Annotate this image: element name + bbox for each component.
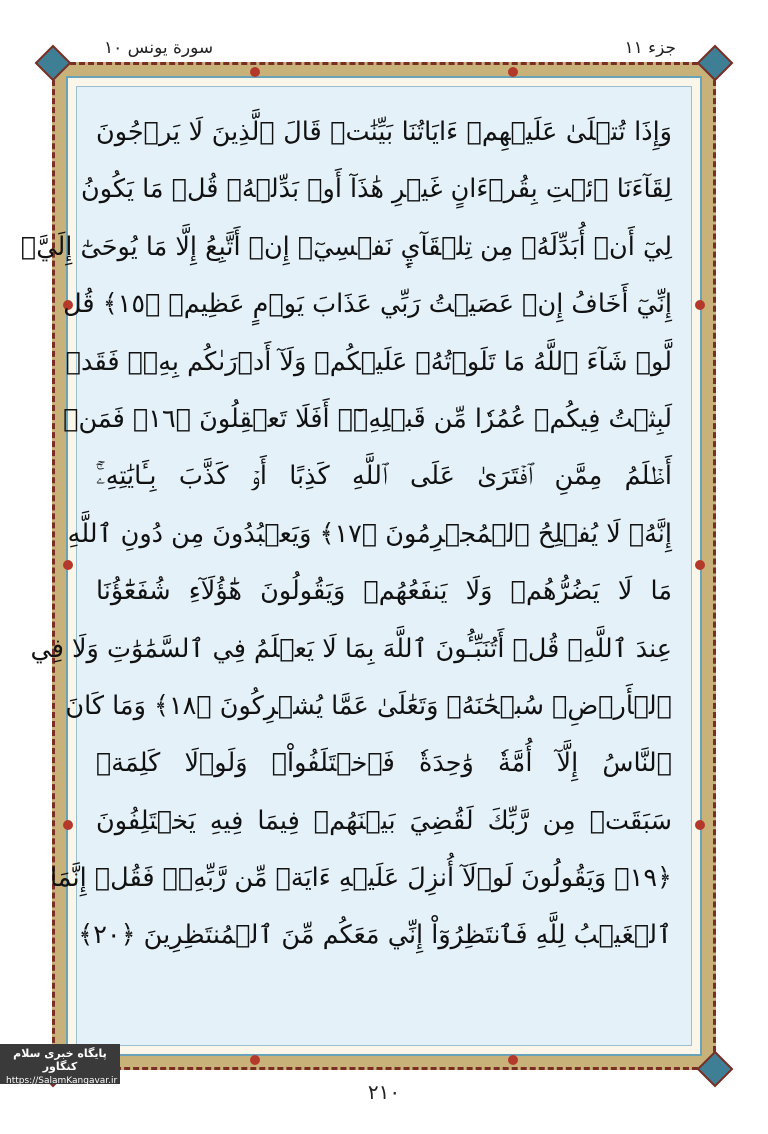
verses-block: [20, 104, 672, 1024]
flower-ornament-icon: [508, 67, 518, 77]
verse-line: ٱلنَّاسُ إِلَّآ أُمَّةٗ وَٰحِدَةٗ فَٱخۡتَلَفُواْۚ وَلَوۡلَا كَلِمَةٞ: [96, 748, 672, 779]
verse-line: ﴿١٩﴾ وَيَقُولُونَ لَوۡلَآ أُنزِلَ عَلَيۡهِ ءَايَةٞ مِّن رَّبِّهِۦۖ فَقُلۡ إِنَّمَا: [50, 863, 672, 894]
verse-line: أَظۡلَمُ مِمَّنِ ٱفۡتَرَىٰ عَلَى ٱللَّهِ كَذِبًا أَوۡ كَذَّبَ بِـَٔايَٰتِهِۦٓۚ: [96, 461, 672, 492]
verse-line: ٱلۡغَيۡبُ لِلَّهِ فَٱنتَظِرُوٓاْ إِنِّي مَعَكُم مِّنَ ٱلۡمُنتَظِرِينَ ﴿٢٠﴾: [78, 920, 672, 951]
page-header: [0, 38, 768, 64]
verse-line: إِنِّيٓ أَخَافُ إِنۡ عَصَيۡتُ رَبِّي عَذَابَ يَوۡمٍ عَظِيمٖ ﴿١٥﴾ قُل: [63, 289, 672, 320]
verse-line: إِنَّهُۥ لَا يُفۡلِحُ ٱلۡمُجۡرِمُونَ ﴿١٧﴾ وَيَعۡبُدُونَ مِن دُونِ ٱللَّهِ: [67, 518, 672, 549]
watermark-badge[interactable]: [0, 1044, 120, 1084]
watermark-url[interactable]: https://SalamKangavar.ir: [6, 1076, 118, 1086]
flower-ornament-icon: [695, 560, 705, 570]
verse-line: لَّوۡ شَآءَ ٱللَّهُ مَا تَلَوۡتُهُۥ عَلَيۡكُمۡ وَلَآ أَدۡرَىٰكُم بِهِۦۖ فَقَدۡ: [65, 346, 672, 377]
page-number: ٢١٠: [367, 1080, 401, 1104]
surah-label: سورة يونس ١٠: [104, 38, 214, 58]
verse-line: لِيٓ أَنۡ أُبَدِّلَهُۥ مِن تِلۡقَآيِٕ نَفۡسِيٓۖ إِنۡ أَتَّبِعُ إِلَّا مَا يُوحَىٰٓ إِلَيَّۖ: [20, 231, 672, 262]
verse-line: سَبَقَتۡ مِن رَّبِّكَ لَقُضِيَ بَيۡنَهُمۡ فِيمَا فِيهِ يَخۡتَلِفُونَ: [96, 805, 672, 836]
flower-ornament-icon: [250, 1055, 260, 1065]
flower-ornament-icon: [250, 67, 260, 77]
flower-ornament-icon: [508, 1055, 518, 1065]
verse-line: عِندَ ٱللَّهِۚ قُلۡ أَتُنَبِّـُٔونَ ٱللَّهَ بِمَا لَا يَعۡلَمُ فِي ٱلسَّمَٰوَٰتِ وَلَا فِي: [30, 633, 672, 664]
verse-line: لِقَآءَنَا ٱئۡتِ بِقُرۡءَانٍ غَيۡرِ هَٰذَآ أَوۡ بَدِّلۡهُۚ قُلۡ مَا يَكُونُ: [80, 174, 672, 205]
juz-label: جزء ١١: [624, 38, 676, 58]
verse-line: وَإِذَا تُتۡلَىٰ عَلَيۡهِمۡ ءَايَاتُنَا بَيِّنَٰتٖ قَالَ ٱلَّذِينَ لَا يَرۡجُونَ: [96, 117, 672, 147]
flower-ornament-icon: [695, 820, 705, 830]
verse-line: ٱلۡأَرۡضِۚ سُبۡحَٰنَهُۥ وَتَعَٰلَىٰ عَمَّا يُشۡرِكُونَ ﴿١٨﴾ وَمَا كَانَ: [65, 690, 672, 721]
flower-ornament-icon: [695, 300, 705, 310]
verse-line: لَبِثۡتُ فِيكُمۡ عُمُرٗا مِّن قَبۡلِهِۦٓۚ أَفَلَا تَعۡقِلُونَ ﴿١٦﴾ فَمَنۡ: [63, 403, 672, 434]
flower-ornament-icon: [63, 820, 73, 830]
verse-line: مَا لَا يَضُرُّهُمۡ وَلَا يَنفَعُهُمۡ وَيَقُولُونَ هَٰٓؤُلَآءِ شُفَعَٰٓؤُنَا: [96, 576, 672, 607]
watermark-title: پایگاه خبری سلام کنگاور: [13, 1047, 107, 1073]
